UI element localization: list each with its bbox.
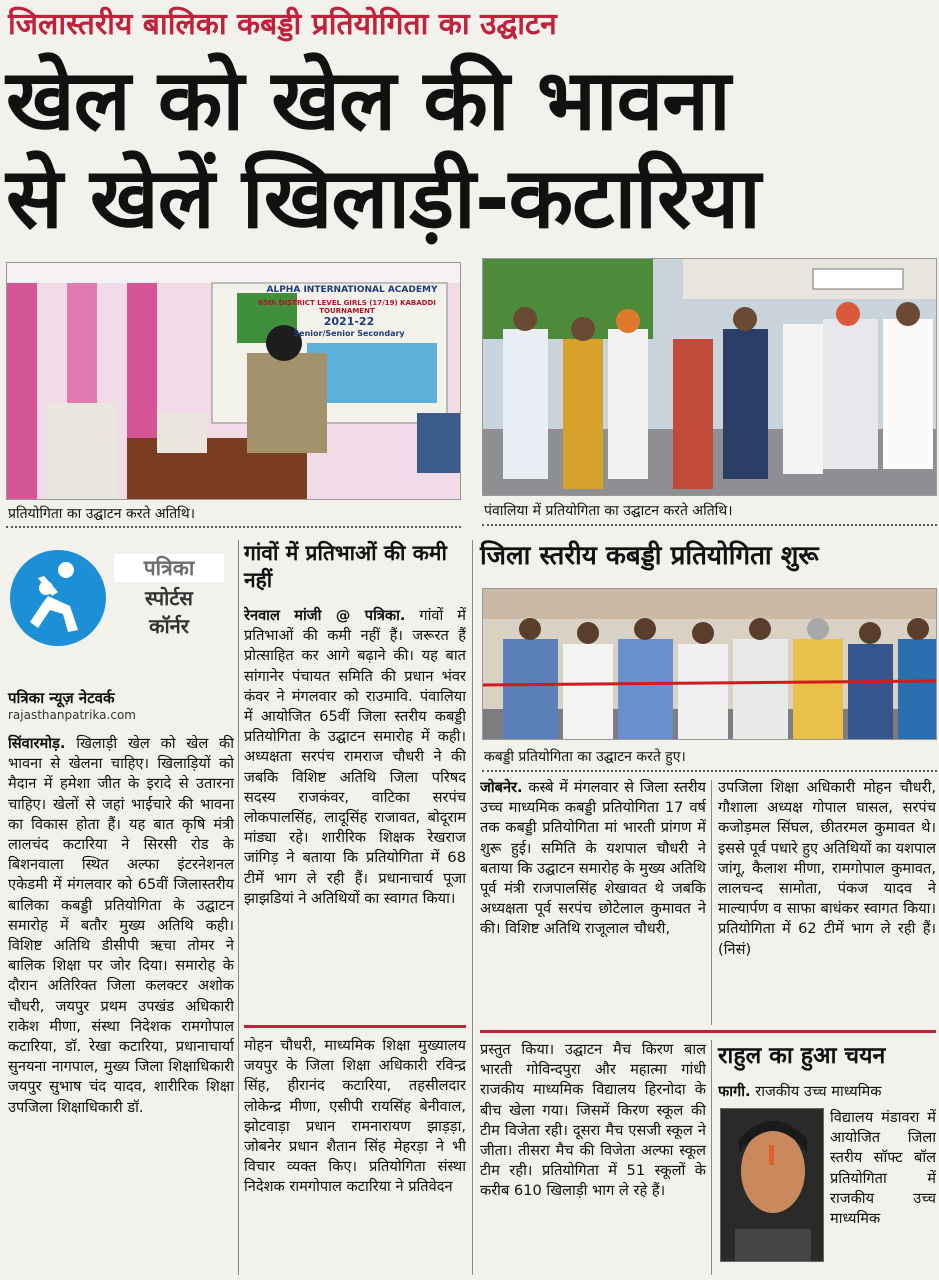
story5-body: विद्यालय मंडावरा में आयोजित जिला स्तरीय सॉफ्ट बॉल प्रतियोगिता में राजकीय उच्च माध्यमिक bbox=[830, 1109, 936, 1228]
sports-corner-line1: स्पोर्टस bbox=[145, 586, 193, 610]
story2-title: गांवों में प्रतिभाओं की कमी नहीं bbox=[244, 541, 447, 592]
red-rule bbox=[244, 1025, 466, 1028]
column-rule bbox=[472, 540, 473, 1275]
story3-title: जिला स्तरीय कबड्डी प्रतियोगिता शुरू bbox=[480, 541, 819, 571]
story5-lead bbox=[718, 1082, 936, 1102]
photo-inauguration-stage bbox=[6, 262, 461, 500]
banner-event: 65th DISTRICT LEVEL GIRLS (17/19) KABADDI TOURNAMENT bbox=[258, 299, 436, 315]
story3-col1-text: कस्बे में मंगलवार से जिला स्तरीय उच्च माध्यमिक कबड्डी प्रतियोगिता 17 वर्ष तक कबड्डी प्रतियोगिता मां भारती प्रांगण में शुरू हुई। समिति के यशपाल चौधरी ने बताया कि उद्घाटन समारोह के मुख्य अतिथि पूर्व मंत्री राजपालसिंह शेखावत थे जबकि अध्यक्षता पूर्व सरपंच छोटेलाल कुमावत ने की। विशिष्ट अतिथि राजूलाल चौधरी, bbox=[480, 779, 706, 938]
story3-photo-caption: कबड्डी प्रतियोगिता का उद्घाटन करते हुए। bbox=[484, 749, 686, 765]
banner-level: Senior/Senior Secondary bbox=[293, 329, 405, 338]
story5-title: राहुल का हुआ चयन bbox=[718, 1043, 886, 1069]
divider bbox=[6, 526, 461, 528]
photo-kabaddi-ribbon-cutting-illustration bbox=[483, 589, 937, 740]
divider bbox=[482, 524, 937, 526]
story1-byline: पत्रिका न्यूज़ नेटवर्क bbox=[8, 689, 115, 707]
divider bbox=[482, 770, 937, 772]
photo-panwaliya-inauguration-illustration bbox=[483, 259, 937, 496]
story2-body bbox=[244, 606, 466, 1026]
column-rule bbox=[711, 1040, 712, 1275]
story1-site: rajasthanpatrika.com bbox=[8, 708, 136, 722]
banner-org: ALPHA INTERNATIONAL ACADEMY bbox=[266, 285, 438, 295]
portrait-photo bbox=[720, 1108, 824, 1262]
headline-line-2: से खेलें खिलाड़ी-कटारिया bbox=[6, 149, 760, 247]
photo-kabaddi-ribbon-cutting bbox=[482, 588, 937, 740]
column-rule bbox=[711, 780, 712, 1025]
volleyball-player-icon bbox=[8, 548, 108, 648]
sports-corner-brand: पत्रिका bbox=[114, 554, 224, 582]
story2-dateline: रेनवाल मांजी @ पत्रिका. bbox=[244, 607, 406, 624]
story3-col2: उपजिला शिक्षा अधिकारी मोहन चौधरी, गौशाला अध्यक्ष गोपाल घासल, सरपंच कजोड़मल सिंघल, छीतरमल कुमावत थे। इससे पूर्व पधारे हुए अतिथियों का यशपाल जांगू, कैलाश मीणा, रामगोपाल कुमावत, लालचन्द सामोता, पंकज यादव ने माल्यार्पण व साफा बाधंकर स्वागत किया। प्रतियोगिता में 62 टीमें भाग ले रही हैं। (निसं) bbox=[718, 779, 936, 958]
portrait-photo-illustration bbox=[721, 1109, 824, 1262]
kicker: जिलास्तरीय बालिका कबड्डी प्रतियोगिता का उद्घाटन bbox=[8, 7, 557, 42]
story5-dateline: फागी. bbox=[718, 1083, 751, 1100]
story3-col1 bbox=[480, 778, 706, 1028]
story5-lead-text: राजकीय उच्च माध्यमिक bbox=[755, 1083, 882, 1100]
sports-corner-line2: कॉर्नर bbox=[149, 614, 189, 638]
red-rule bbox=[480, 1030, 936, 1033]
photo2-caption: पंवालिया में प्रतियोगिता का उद्घाटन करते अतिथि। bbox=[484, 503, 733, 519]
story1-text: खिलाड़ी खेल को खेल की भावना से खेलना चाहिए। खिलाड़ियों को मैदान में हमेशा जीत के इरादे से उतारना चाहिए। खेलों से जहां भाईचारे की भावना का विकास होता हैं। यह बात कृषि मंत्री लालचंद कटारिया ने सिरसी रोड के बिशनवाला स्थित अल्फा इंटरनेशनल एकेडमी में मंगलवार को 65वीं जिलास्तरीय बालिका कबड्डी प्रतियोगिता के उद्घाटन समारोह में बतौर मुख्य अतिथि कही। विशिष्ट अतिथि डीसीपी ऋचा तोमर ने बालिक शिक्षा पर जोर दिया। समारोह के दौरान अतिरिक्त जिला कलक्टर अशोक चौधरी, जयपुर प्रथम उपखंड अधिकारी राकेश मीणा, संस्था निदेशक रामगोपाल कटारिया, डॉ. रेखा कटारिया, प्रधानाचार्या सुनयना नागपाल, मुख्य जिला शिक्षाधिकारी जयपुर सुभाष चंद यादव, शारीरिक शिक्षा उपजिला शिक्षाधिकारी डॉ. bbox=[8, 735, 234, 1116]
sports-corner-logo bbox=[8, 548, 234, 648]
story1-dateline: सिंवारमोड़. bbox=[8, 735, 66, 752]
story2-text: गांवों में प्रतिभाओं की कमी नहीं हैं। जरूरत हैं प्रोत्साहित कर आगे बढ़ाने की। यह बात सांगानेर पंचायत समिति की प्रधान भंवर कंवर ने मंगलवार को राउमावि. पंवालिया में आयोजित 65वीं जिला स्तरीय कबड्डी प्रतियोगिता के उद्घाटन समारोह में कही। अध्यक्षता सरपंच रामराज चौधरी ने की जबकि विशिष्ट अतिथि जिला परिषद सदस्य राजकंवर, वाटिका सरपंच लोकपालसिंह, लादूसिंह राजावत, बोदूराम मांड्या रहे। शारीरिक शिक्षक रेखराज जांगिड़ ने बताया कि प्रतियोगिता में 68 टीमें भाग ले रही हैं। प्रधानाचार्य पूजा झाझडियां ने अतिथियों का स्वागत किया। bbox=[244, 607, 466, 907]
photo1-caption: प्रतियोगिता का उद्घाटन करते अतिथि। bbox=[8, 506, 196, 522]
story1-continuation: मोहन चौधरी, माध्यमिक शिक्षा मुख्यालय जयपुर के जिला शिक्षा अधिकारी रविन्द्र सिंह, हीरानंद कटारिया, तहसीलदार लोकेन्द्र मीणा, एसीपी रायसिंह बेनीवाल, झोटवाड़ा प्रधान रामनारायण झाड़ड़ा, जोबनेर प्रधान शैतान सिंह मेहरड़ा ने भी विचार व्यक्त किए। प्रतियोगिता संस्था निदेशक रामगोपाल कटारिया ने प्रतिवेदन bbox=[244, 1037, 466, 1196]
photo-panwaliya-inauguration bbox=[482, 258, 937, 496]
column-rule bbox=[238, 540, 239, 1275]
story1-body bbox=[8, 734, 234, 1274]
story3-dateline: जोबनेर. bbox=[480, 779, 523, 796]
banner-year: 2021-22 bbox=[323, 315, 375, 328]
headline-line-1: खेल को खेल की भावना bbox=[6, 51, 730, 149]
story4-body: प्रस्तुत किया। उद्घाटन मैच किरण बाल भारती गोविन्दपुरा और महात्मा गांधी राजकीय माध्यमिक विद्यालय हिरनोदा के बीच खेला गया। जिसमें किरण स्कूल की टीम विजेता रही। दूसरा मैच एसजी स्कूल ने जीता। तीसरा मैच की विजेता अल्फा स्कूल टीम रही। प्रतियोगिता में 51 स्कूलों के करीब 610 खिलाड़ी भाग ले रहे हैं। bbox=[480, 1041, 706, 1200]
